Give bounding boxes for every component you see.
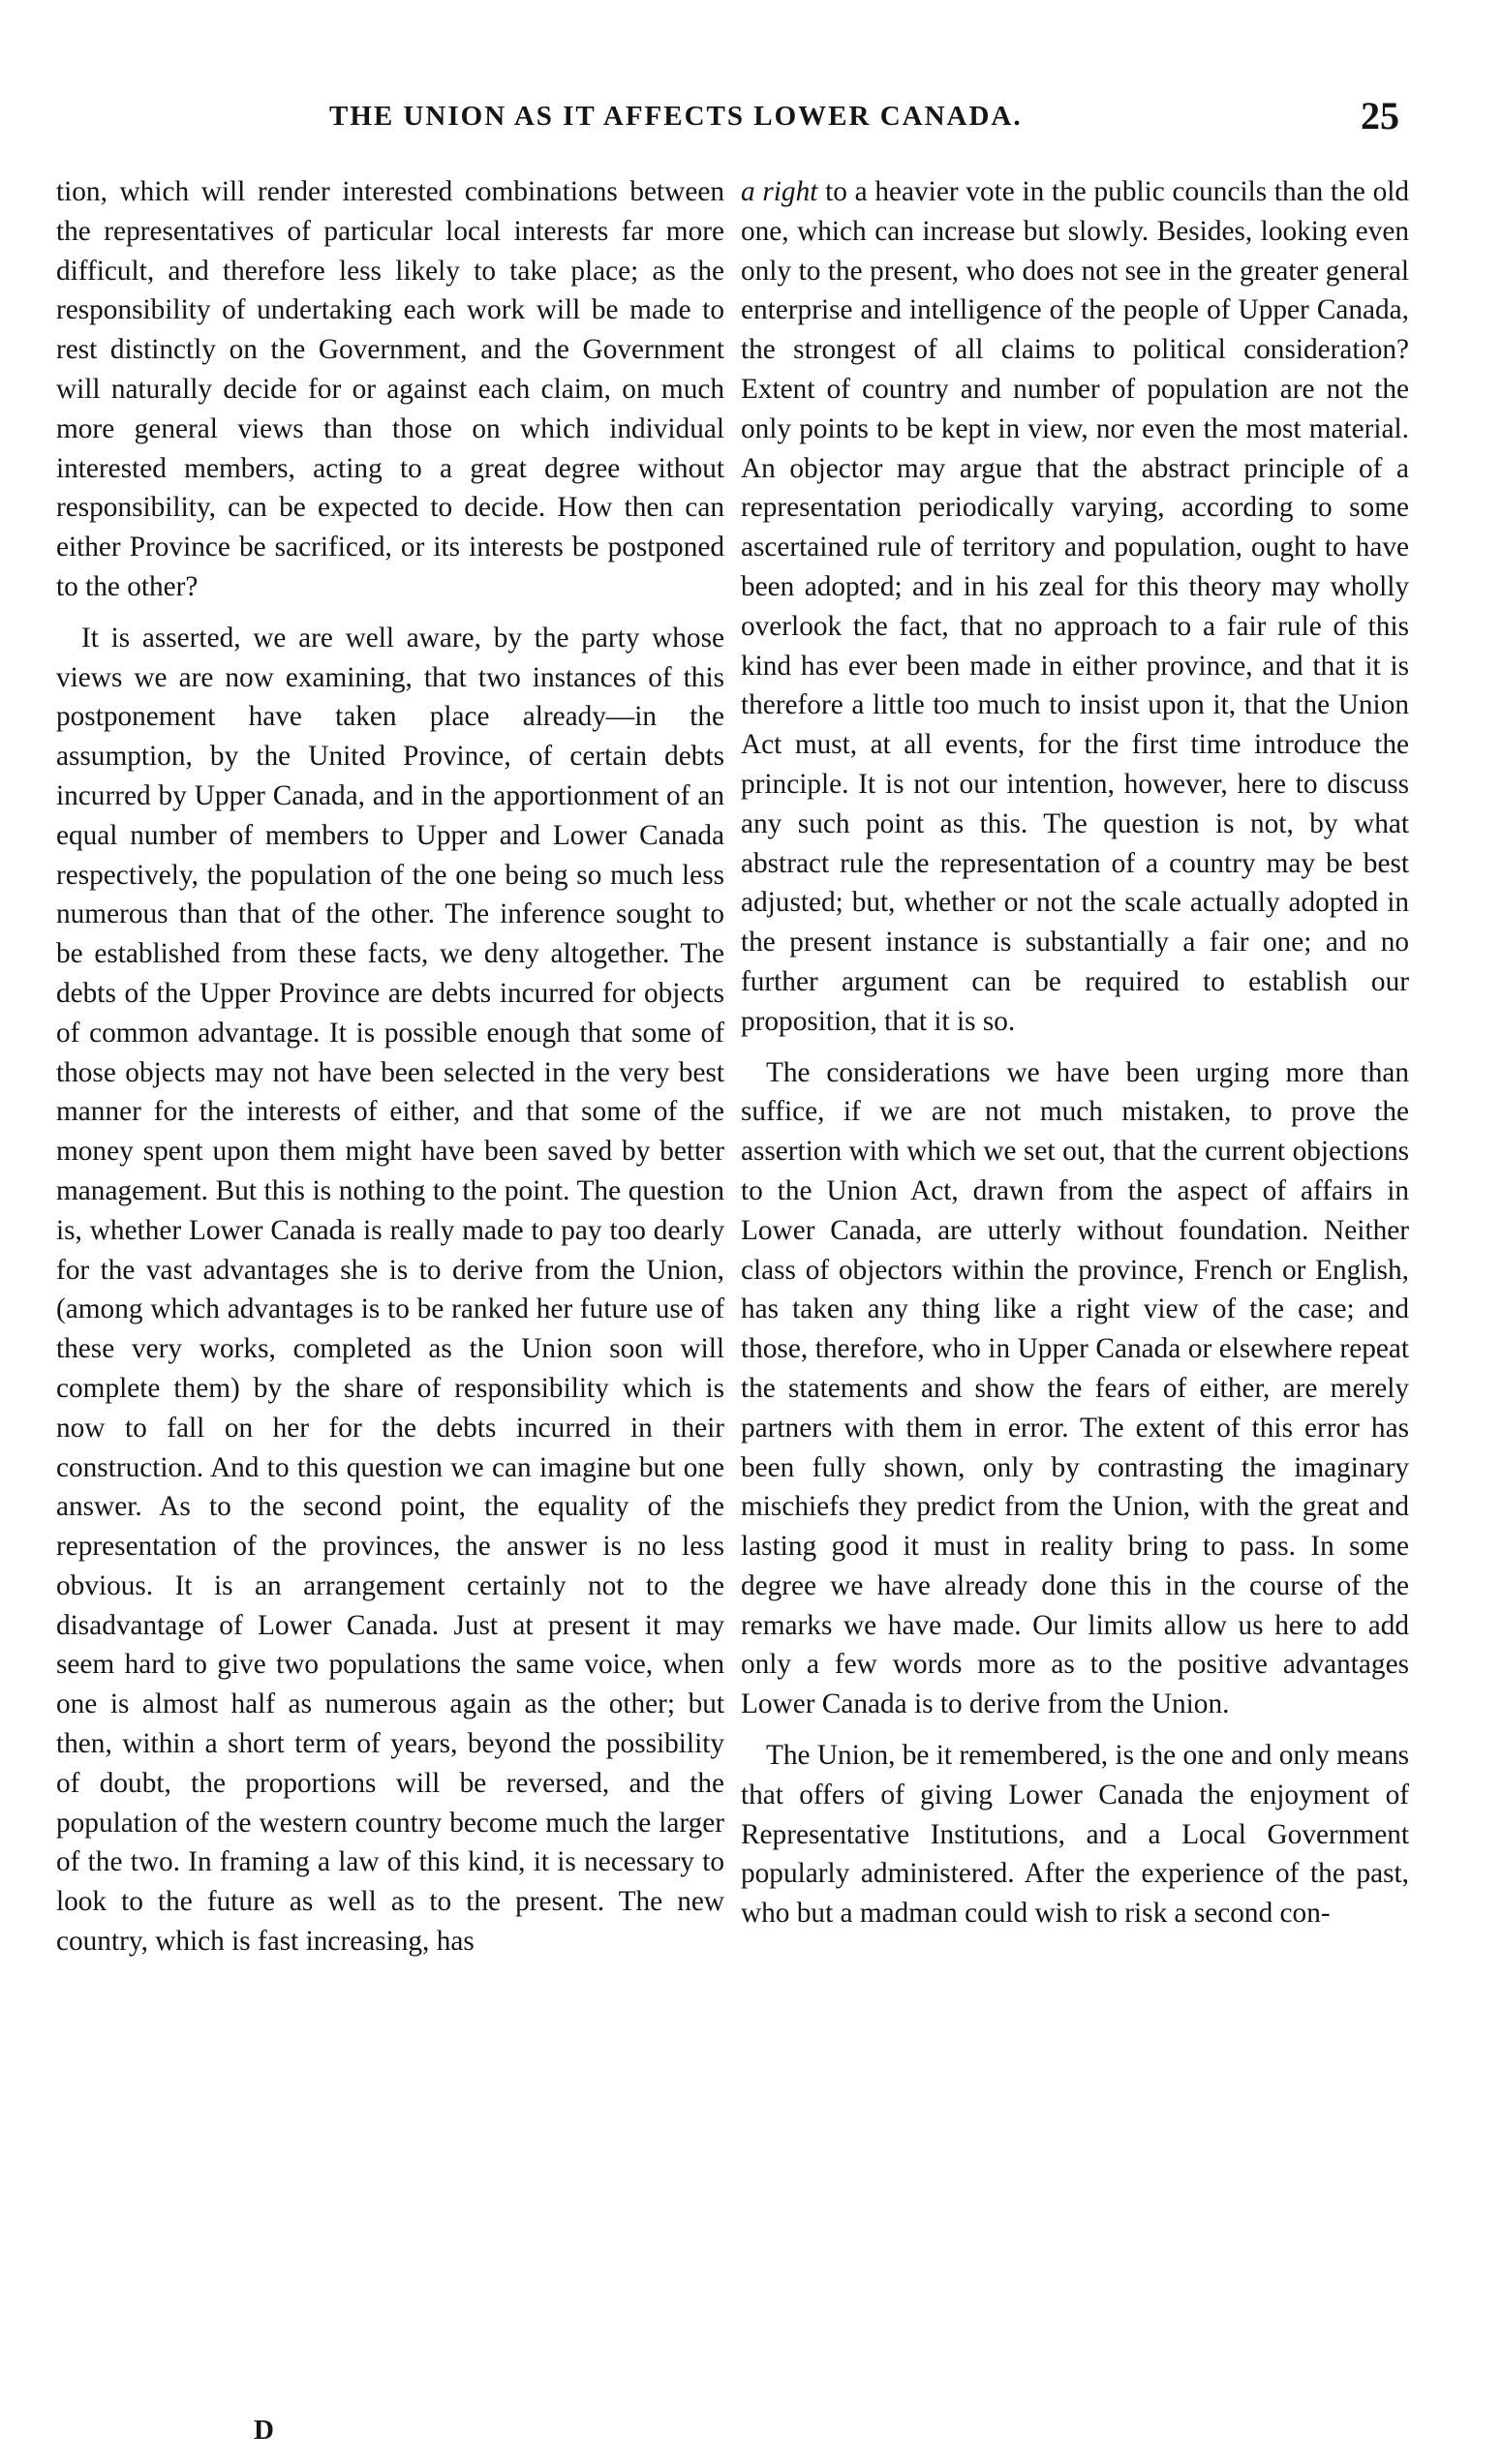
paragraph: It is asserted, we are well aware, by the party whose views we are now examining, that two instances of this postponement have taken place already—in the assumption, by the United Province, of certain debts incurred by Upper Canada, and in the apportionment of an equal number of members to Upper and Lower Canada respectively, the population of the one being so much less numerous than that of the other. The inference sought to be established from these facts, we deny altogether. The debts of the Upper Province are debts incurred for objects of common advantage. It is possible enough that some of those objects may not have been selected in the very best manner for the interests of either, and that some of the money spent upon them might have been saved by better management. But this is nothing to the point. The question is, whether Lower Canada is really made to pay too dearly for the vast advantages she is to derive from the Union, (among which advantages is to be ranked her future use of these very works, completed as the Union soon will complete them) by the share of responsibility which is now to fall on her for the debts incurred in their construction. And to this question we can imagine but one answer. As to the second point, the equality of the representation of the provinces, the answer is no less obvious. It is an arrangement certainly not to the disadvantage of Lower Canada. Just at present it may seem hard to give two populations the same voice, when one is almost half as numerous again as the other; but then, within a short term of years, beyond the possibility of doubt, the proportions will be reversed, and the population of the western country become much the larger of the two. In framing a law of this kind, it is necessary to look to the future as well as to the present. The new country, which is fast increasing, has <box>56 622 724 1958</box>
right-column <box>741 172 1409 1933</box>
running-head <box>0 94 1502 147</box>
paragraph <box>741 172 1409 1042</box>
page-number: 25 <box>1361 94 1399 137</box>
paragraph-text: to a heavier vote in the public councils than the old one, which can increase but slowly. Besides, looking even only to the present, who does not see in the greater general enterprise and intelligence of the people of Upper Canada, the strongest of all claims to political consideration? Extent of country and number of population are not the only points to be kept in view, nor even the most material. An objector may argue that the abstract principle of a representation periodically varying, according to some ascertained rule of territory and population, ought to have been adopted; and in his zeal for this theory may wholly overlook the fact, that no approach to a fair rule of this kind has ever been made in either province, and that it is therefore a little too much to insist upon it, that the Union Act must, at all events, for the first time introduce the principle. It is not our intention, however, here to discuss any such point as this. The question is not, by what abstract rule the representation of a country may be best adjusted; but, whether or not the scale actually adopted in the present instance is substantially a fair one; and no further argument can be required to establish our proposition, that it is so. <box>741 176 1410 1037</box>
signature-mark: D <box>254 2415 274 2446</box>
left-column <box>56 172 724 1962</box>
paragraph: tion, which will render interested combinations between the representatives of particular local interests far more difficult, and therefore less likely to take place; as the responsibility of undertaking each work will be made to rest distinctly on the Government, and the Government will naturally decide for or against each claim, on much more general views than those on which individual interested members, acting to a great degree without responsibility, can be expected to decide. How then can either Province be sacrificed, or its interests be postponed to the other? <box>56 176 724 602</box>
paragraph: The considerations we have been urging more than suffice, if we are not much mistaken, to prove the assertion with which we set out, that the current objections to the Union Act, drawn from the aspect of affairs in Lower Canada, are utterly without foundation. Neither class of objectors within the province, French or English, has taken any thing like a right view of the case; and those, therefore, who in Upper Canada or elsewhere repeat the statements and show the fears of either, are merely partners with them in error. The extent of this error has been fully shown, only by contrasting the imaginary mischiefs they predict from the Union, with the great and lasting good it must in reality bring to pass. In some degree we have already done this in the course of the remarks we have made. Our limits allow us here to add only a few words more as to the positive advantages Lower Canada is to derive from the Union. <box>741 1056 1409 1720</box>
running-title: THE UNION AS IT AFFECTS LOWER CANADA. <box>329 101 1023 132</box>
paragraph: The Union, be it remembered, is the one and only means that offers of giving Lower Canada the enjoyment of Representative Institutions, and a Local Government popularly administered. After the experience of the past, who but a madman could wish to risk a second con- <box>741 1740 1409 1930</box>
italic-phrase: a right <box>741 176 818 207</box>
